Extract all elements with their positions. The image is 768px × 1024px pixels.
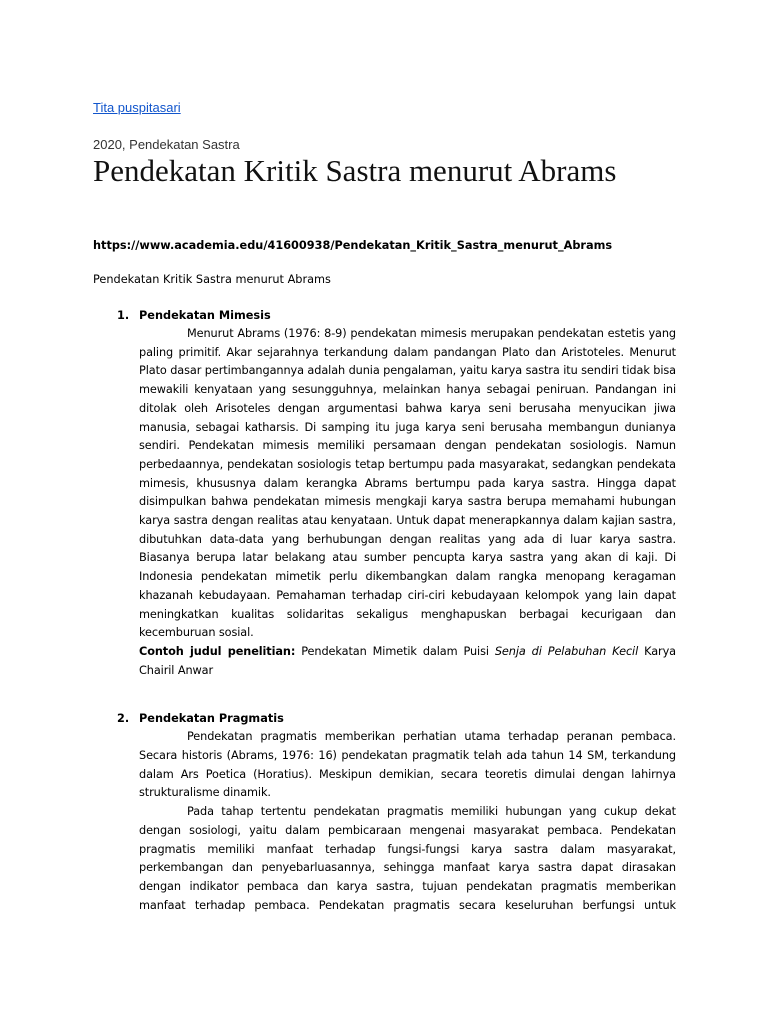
page-title: Pendekatan Kritik Sastra menurut Abrams — [93, 153, 617, 188]
section-mimesis — [93, 306, 676, 680]
example-tail: Karya Chairil Anwar — [139, 644, 676, 677]
research-example — [139, 643, 676, 680]
section-number: 2. — [117, 712, 130, 726]
section-title: Pendekatan Pragmatis — [139, 712, 284, 726]
example-label: Contoh judul penelitian: — [139, 644, 296, 658]
section-number: 1. — [117, 309, 130, 322]
section-paragraph: Menurut Abrams (1976: 8-9) pendekatan mimesis merupakan pendekatan estetis yang paling primitif. Akar sejarahnya terkandung dalam pandangan Plato dan Aristoteles. Menurut Plato dasar pertimbangannya adalah dunia pengalaman, yaitu karya sastra itu sendiri tidak bisa mewakili kenyataan yang sesungguhnya, melainkan hanya sebagai peniruan. Pandangan ini ditolak oleh Arisoteles dengan argumentasi bahwa karya seni berusaha menyucikan jiwa manusia, sebagai katharsis. Di samping itu juga karya seni berusaha membangun dunianya sendiri. Pendekatan mimesis memiliki persamaan dengan pendekatan sosiologis. Namun perbedaannya, pendekatan sosiologis tetap bertumpu pada masyarakat, sedangkan pendekata mimesis, khususnya dalam kerangka Abrams bertumpu pada karya sastra. Hingga dapat disimpulkan bahwa pendekatan mimesis mengkaji karya sastra berupa memahami hubungan karya sastra dengan realitas atau kenyataan. Untuk dapat menerapkannya dalam kajian sastra, dibutuhkan data-data yang berhubungan dengan realitas yang ada di luar karya sastra. Biasanya berupa latar belakang atau sumber pencupta karya sastra yang akan di kaji. Di Indonesia pendekatan mimetik perlu dikembangkan dalam rangka menopang keragaman khazanah kebudayaan. Pemahaman terhadap ciri-ciri kebudayaan kelompok yang lain dapat meningkatkan kualitas solidaritas sekaligus menghapuskan berbagai kecurigaan dan kecemburuan sosial. — [139, 327, 676, 640]
document-heading: Pendekatan Kritik Sastra menurut Abrams — [93, 273, 331, 286]
document-meta: 2020, Pendekatan Sastra — [93, 137, 240, 152]
section-title: Pendekatan Mimesis — [139, 309, 271, 322]
example-italic-title: Senja di Pelabuhan Kecil — [494, 644, 639, 658]
document-body — [93, 236, 676, 915]
section-pragmatis — [93, 709, 676, 915]
section-paragraph: Pendekatan pragmatis memberikan perhatian utama terhadap peranan pembaca. Secara historis (Abrams, 1976: 16) pendekatan pragmatik telah ada tahun 14 SM, terkandung dalam Ars Poetica (Horatius). Meskipun demikian, secara teoretis dimulai dengan lahirnya strukturalisme dinamik. — [139, 730, 676, 800]
section-paragraph: Pada tahap tertentu pendekatan pragmatis memiliki hubungan yang cukup dekat dengan sosiologi, yaitu dalam pembicaraan mengenai masyarakat pembaca. Pendekatan pragmatis memiliki manfaat terhadap fungsi-fungsi karya sastra dalam masyarakat, perkembangan dan penyebarluasannya, sehingga manfaat karya sastra dapat dirasakan dengan indikator pembaca dan karya sastra, tujuan pendekatan pragmatis memberikan manfaat terhadap pembaca. Pendekatan pragmatis secara keseluruhan berfungsi untuk — [139, 805, 676, 912]
author-link[interactable]: Tita puspitasari — [93, 100, 181, 115]
example-text: Pendekatan Mimetik dalam Puisi — [301, 644, 489, 658]
source-url: https://www.academia.edu/41600938/Pendekatan_Kritik_Sastra_menurut_Abrams — [93, 239, 613, 252]
